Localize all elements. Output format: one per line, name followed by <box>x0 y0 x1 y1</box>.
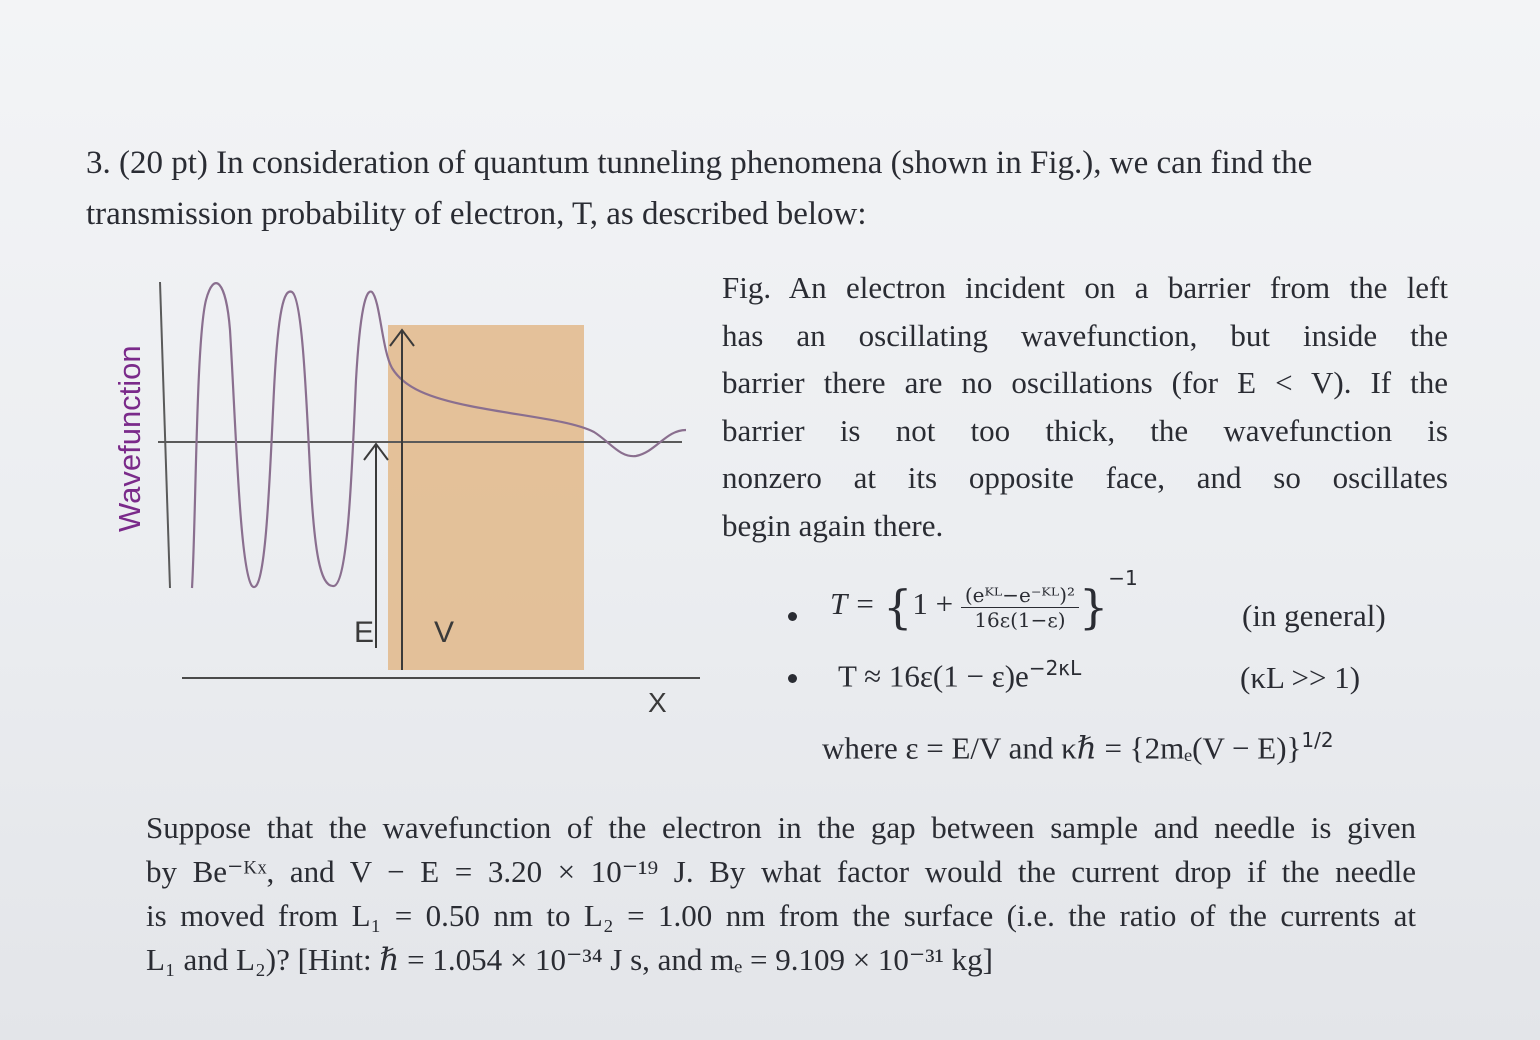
fraction-numerator: (eᴷᴸ−e⁻ᴷᴸ)² <box>961 583 1079 608</box>
label-V: V <box>434 616 455 649</box>
problem-statement <box>146 806 1416 982</box>
y-axis <box>160 282 170 588</box>
xlabel-x: X <box>648 687 667 718</box>
figure-caption <box>722 264 1448 549</box>
ylabel-wavefunction: Wavefunction <box>112 345 147 532</box>
formula-approx <box>838 656 1081 694</box>
bullet-1-icon <box>788 612 797 621</box>
caption-line-1: Fig. An electron incident on a barrier from the left <box>722 270 1448 305</box>
caption-line-6: begin again there. <box>722 507 944 543</box>
problem-line-2: by Be⁻ᴷˣ, and V − E = 3.20 × 10⁻¹⁹ J. By what factor would the current drop if the needle <box>146 854 1416 889</box>
problem-line-4: L₁ and L₂)? [Hint: ℏ = 1.054 × 10⁻³⁴ J s, and mₑ = 9.109 × 10⁻³¹ kg] <box>146 942 993 977</box>
label-E: E <box>354 616 375 649</box>
formula-general <box>830 565 1138 634</box>
fraction-denominator: 16ε(1−ε) <box>974 607 1066 632</box>
brace-close: } <box>1079 580 1109 634</box>
bullet-2-icon <box>788 674 797 683</box>
condition-approx: (κL >> 1) <box>1240 660 1361 695</box>
formula-general-lhs: T = <box>830 586 884 622</box>
problem-line-3: is moved from L₁ = 0.50 nm to L₂ = 1.00 nm from the surface (i.e. the ratio of the currents at <box>146 898 1416 933</box>
formula-fraction <box>961 583 1079 632</box>
caption-line-3: barrier there are no oscillations (for E < V). If the <box>722 365 1448 400</box>
caption-line-2: has an oscillating wavefunction, but inside the <box>722 317 1448 353</box>
formula-approx-body: T ≈ 16ε(1 − ε)e <box>838 658 1029 694</box>
caption-line-4: barrier is not too thick, the wavefunction is <box>722 412 1448 448</box>
barrier-region <box>388 325 584 670</box>
title-line-2: transmission probability of electron, T, as described below: <box>86 196 867 232</box>
formula-list <box>780 565 1440 720</box>
formula-approx-exponent: −2κL <box>1028 656 1082 680</box>
title-line-1: 3. (20 pt) In consideration of quantum tunneling phenomena (shown in Fig.), we can find the <box>86 145 1313 181</box>
formula-general-exponent: −1 <box>1108 565 1138 590</box>
definitions-text: where ε = E/V and κℏ = {2mₑ(V − E)} <box>822 730 1302 766</box>
definitions-line <box>822 728 1334 766</box>
formula-general-one: 1 + <box>912 586 961 622</box>
tunneling-figure <box>100 270 700 720</box>
condition-general: (in general) <box>1242 598 1386 633</box>
question-title <box>86 138 1476 240</box>
problem-line-1: Suppose that the wavefunction of the electron in the gap between sample and needle is given <box>146 810 1416 845</box>
caption-line-5: nonzero at its opposite face, and so oscillates <box>722 460 1448 495</box>
definitions-exponent: 1/2 <box>1301 728 1334 752</box>
brace-open: { <box>883 580 913 634</box>
